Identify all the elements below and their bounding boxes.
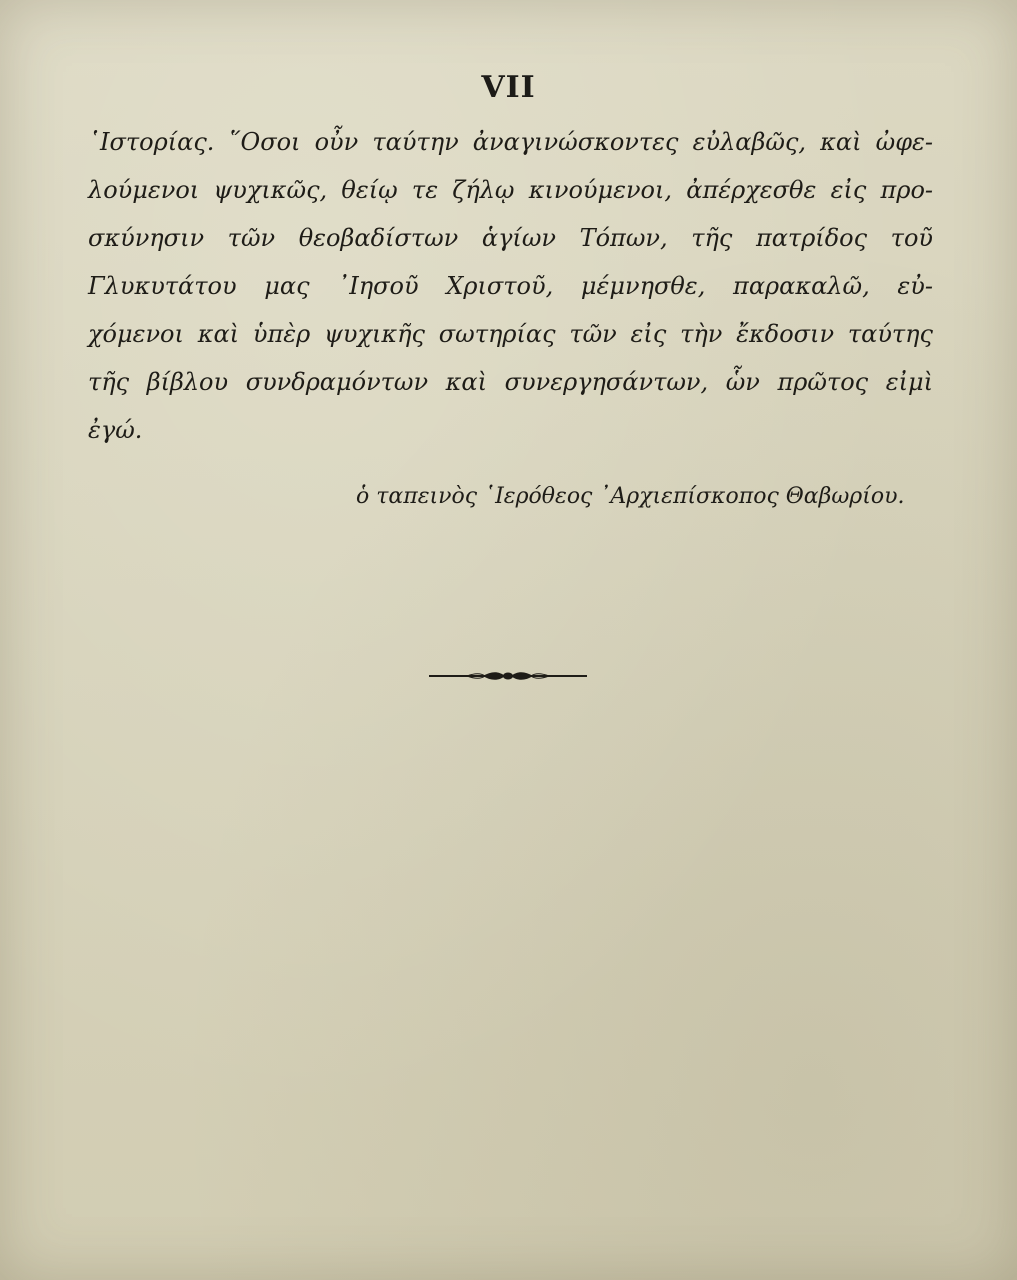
- text-line: λούμενοι ψυχικῶς, θείῳ τε ζήλῳ κινούμενοι, ἀπέρχεσθε εἰς προ-: [88, 176, 933, 204]
- text-line: ῾Ιστορίας. ῞Οσοι οὖν ταύτην ἀναγινώσκοντες εὐλαβῶς, καὶ ὠφε-: [88, 128, 933, 156]
- ornament-divider: [427, 666, 589, 686]
- text-line: χόμενοι καὶ ὑπὲρ ψυχικῆς σωτηρίας τῶν εἰς τὴν ἔκδοσιν ταύτης: [88, 320, 933, 348]
- signature-line: ὁ ταπεινὸς ῾Ιερόθεος ᾿Αρχιεπίσκοπος Θαβωρίου.: [356, 484, 905, 509]
- body-paragraph: [88, 118, 933, 454]
- page-number: VII: [481, 70, 536, 105]
- text-line: Γλυκυτάτου μας ᾿Ιησοῦ Χριστοῦ, μέμνησθε, παρακαλῶ, εὐ-: [88, 272, 933, 300]
- text-line: σκύνησιν τῶν θεοβαδίστων ἁγίων Τόπων, τῆς πατρίδος τοῦ: [88, 224, 933, 252]
- text-line: τῆς βίβλου συνδραμόντων καὶ συνεργησάντων, ὧν πρῶτος εἰμὶ: [88, 368, 933, 396]
- text-line: ἐγώ.: [88, 416, 143, 444]
